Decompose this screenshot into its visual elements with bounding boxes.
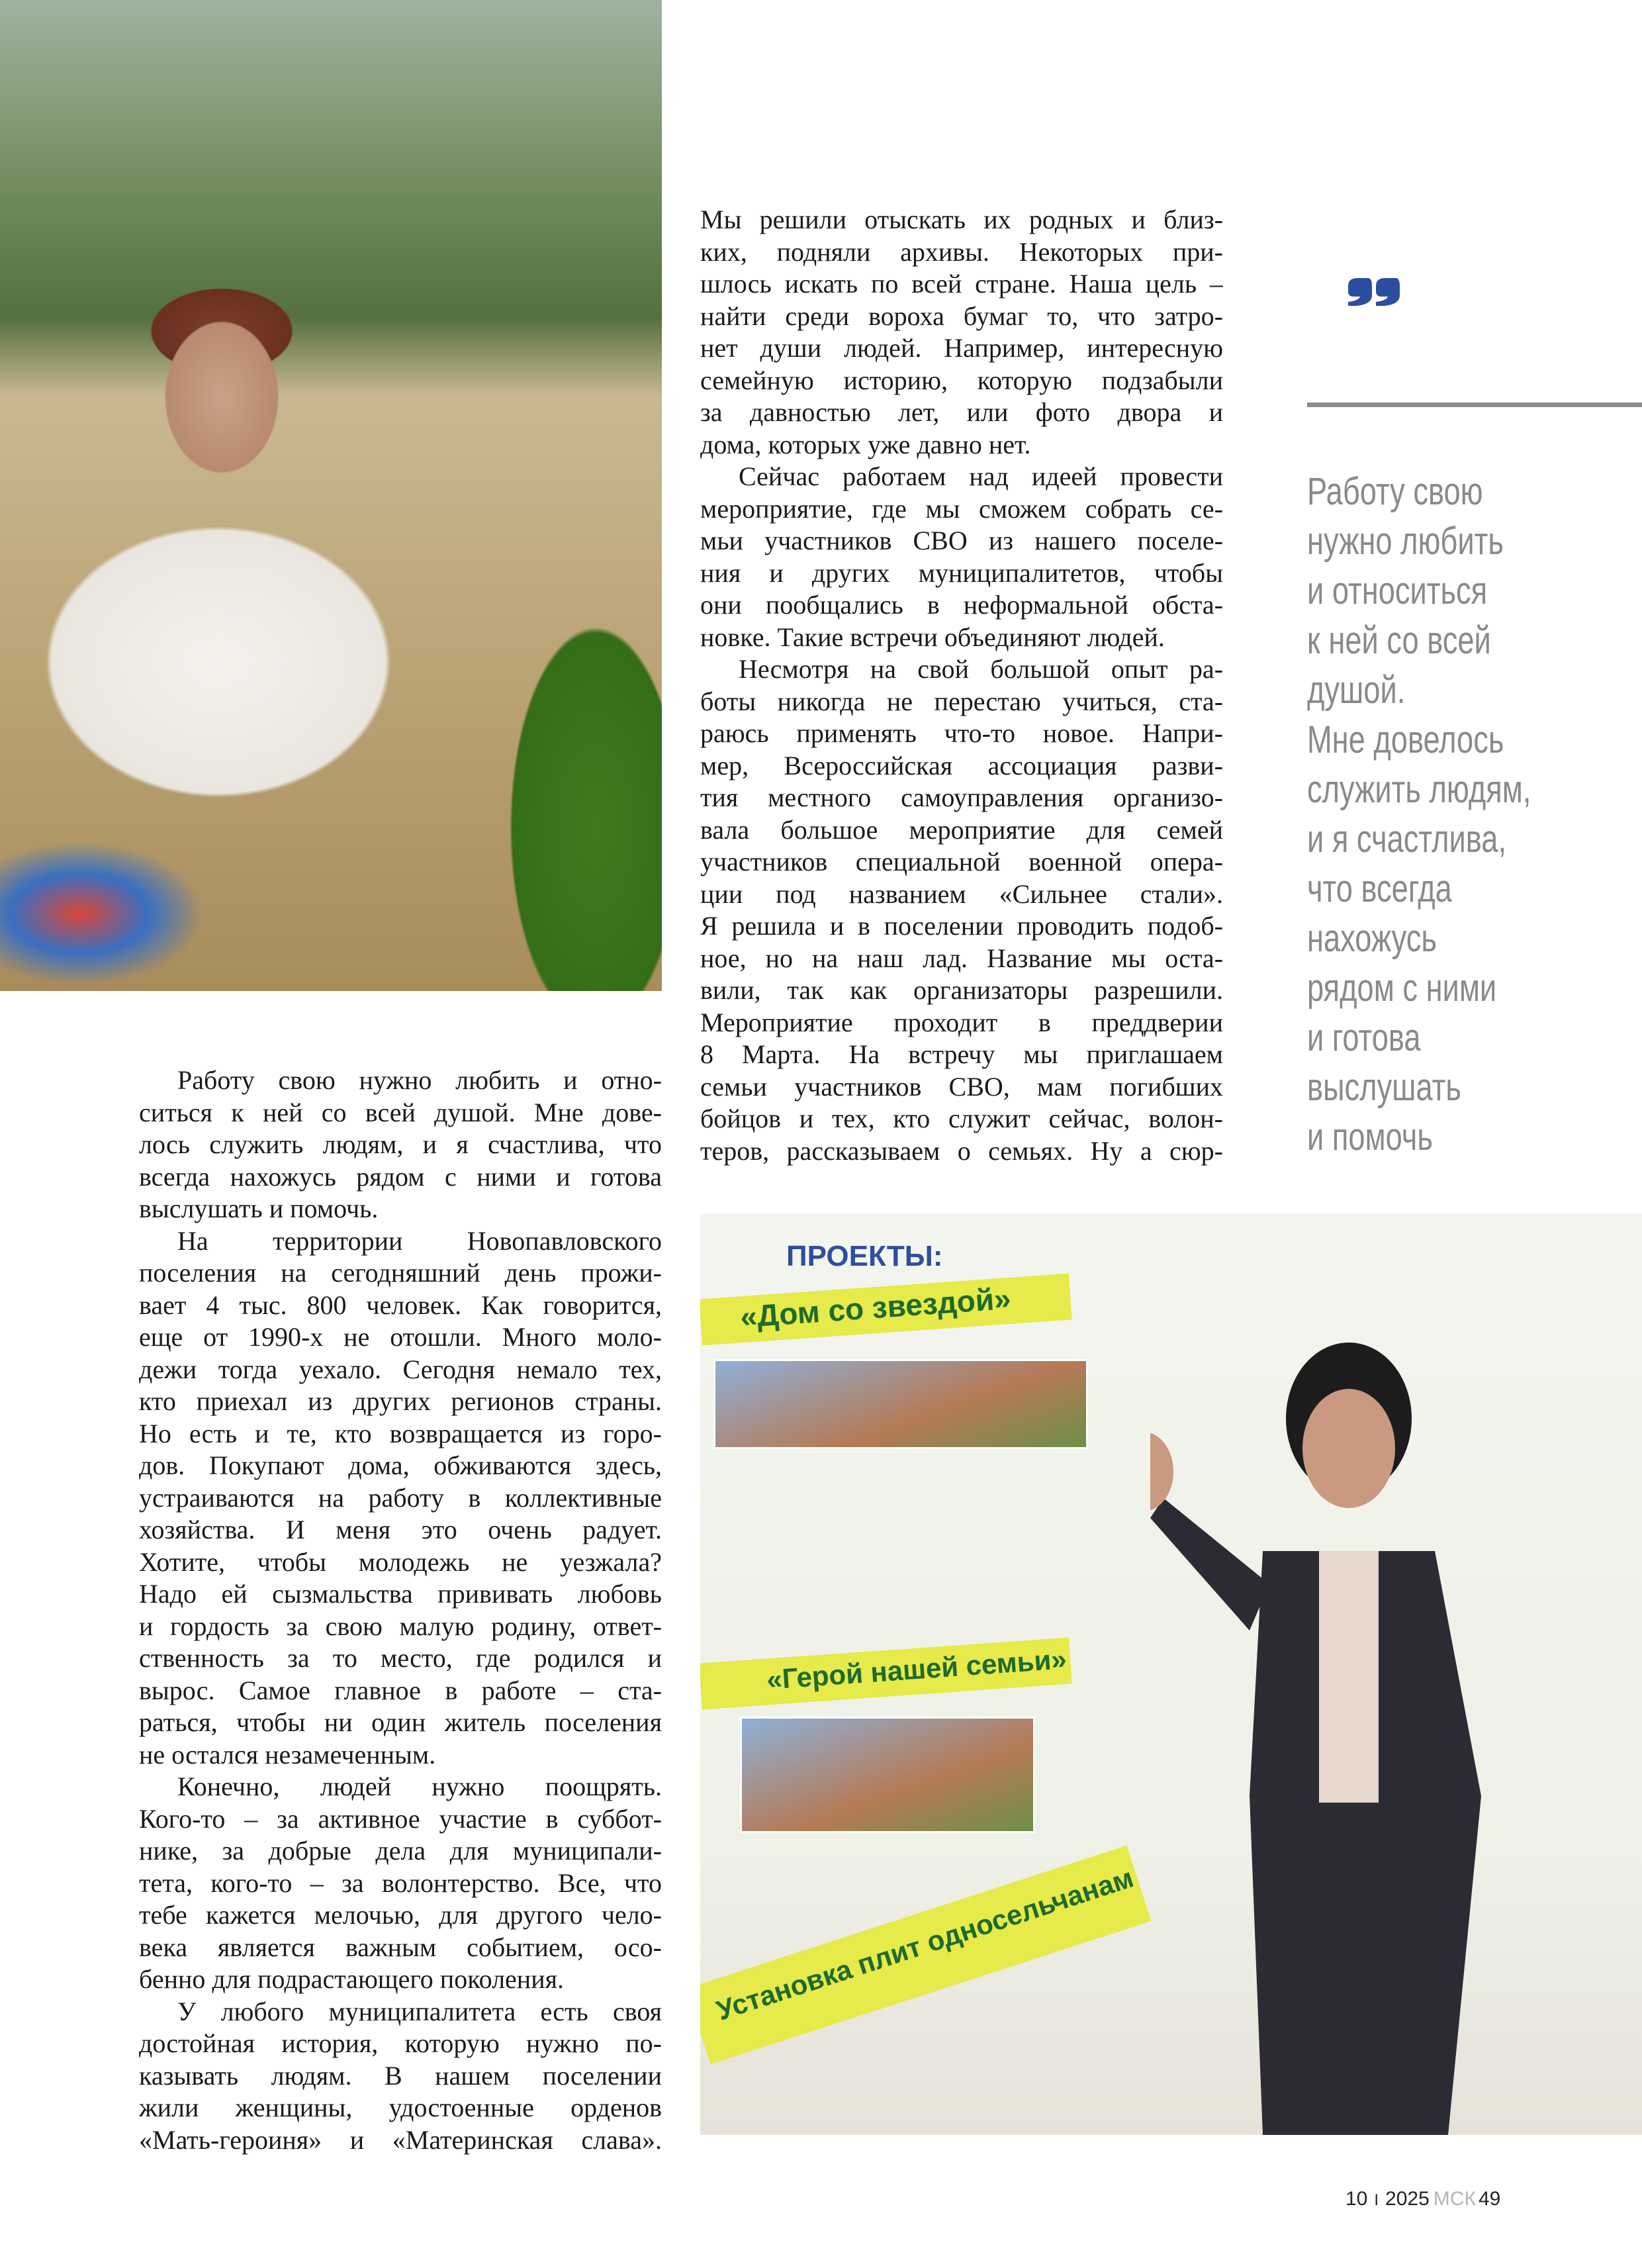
text-line: ное, но на наш лад. Название мы оста- [700,943,1223,973]
text-line: Мы решили отыскать их родных и близ- [700,205,1223,234]
text-line: найти среди вороха бумаг то, что затро- [700,301,1223,331]
magazine-name: МСК [1433,2188,1476,2210]
banner-project-3: Установка плит односельчанам [712,1862,1138,2026]
text-line: и гордость за свою малую родину, ответ- [139,1611,662,1641]
pull-quote-line: и я счастлива, [1307,818,1507,861]
text-line: лось служить людям, и я счастлива, что [139,1129,662,1159]
woman-in-suit [1150,1333,1494,2135]
footer-separator: I [1374,2191,1379,2209]
article-column-middle [700,204,1223,1167]
pull-quote-line: рядом с ними [1307,967,1497,1010]
pull-quote-line: и помочь [1307,1115,1433,1158]
text-line: жили женщины, удостоенные орденов [139,2093,662,2122]
text-line: кто приехал из других регионов страны. [139,1386,662,1416]
text-line: вили, так как организаторы разрешили. [700,975,1223,1005]
text-line: вырос. Самое главное в работе – ста- [139,1675,662,1705]
text-line: Хотите, чтобы молодежь не уезжала? [139,1546,662,1577]
text-line: они пообщались в неформальной обста- [700,590,1223,620]
text-line: вает 4 тыс. 800 человек. Как говорится, [139,1290,662,1320]
text-line: бойцов и тех, кто служит сейчас, волон- [700,1104,1223,1133]
text-line: устраиваются на работу в коллективные [139,1482,662,1513]
closing-quote-icon [1347,278,1400,351]
text-line: мер, Всероссийская ассоциация разви- [700,750,1223,780]
text-line: тета, кого-то – за волонтерство. Все, что [139,1867,662,1898]
text-line: Мероприятие проходит в преддверии [700,1007,1223,1037]
text-line: нике, за добрые дела для муниципали- [139,1836,662,1866]
text-line: еще от 1990-х не отошли. Много моло- [139,1322,662,1352]
text-line: семьи участников СВО, мам погибших [700,1071,1223,1102]
pull-quote-line: и относиться [1307,569,1488,612]
paragraph [700,204,1223,461]
text-line: тия местного самоуправления организо- [700,782,1223,812]
article-column-left [139,1064,662,2156]
pull-quote-line: душой. [1307,669,1406,712]
text-line: казывать людям. В нашем поселении [139,2060,662,2091]
text-line: Конечно, людей нужно поощрять. [177,1772,662,1801]
text-line: раюсь применять что-то новое. Напри- [700,718,1223,748]
text-line: бенно для подрастающего поколения. [139,1964,564,1994]
text-line: Работу свою нужно любить и отно- [177,1065,662,1095]
text-line: поселения на сегодняшний день прожи- [139,1258,662,1288]
pull-quote-line: выслушать [1307,1066,1461,1109]
banner-project-2: «Герой нашей семьи» [765,1643,1068,1695]
banner-photo-strip [713,1359,1088,1449]
text-line: всегда нахожусь рядом с ними и готова [139,1161,662,1192]
text-line: дома, которых уже давно нет. [700,429,1031,459]
text-line: вала большое мероприятие для семей [700,814,1223,845]
paragraph [700,461,1223,653]
text-line: новке. Такие встречи объединяют людей. [700,622,1165,652]
issue-number: 10 [1346,2188,1368,2210]
text-line: ния и других муниципалитетов, чтобы [700,557,1223,588]
page-number: 49 [1478,2188,1501,2210]
paragraph [700,653,1223,1167]
text-line: хозяйства. И меня это очень радует. [139,1515,662,1544]
pull-quote-line: нужно любить [1307,520,1504,563]
text-line: достойная история, которую нужно по- [139,2028,662,2058]
pull-quote-line: и готова [1307,1016,1421,1059]
text-line: ситься к ней со всей душой. Мне дове- [139,1097,662,1127]
text-line: мьи участников СВО из нашего поселе- [700,526,1223,555]
text-line: не остался незамеченным. [139,1739,436,1770]
text-line: Но есть и те, кто возвращается из горо- [139,1418,662,1448]
paragraph [139,1225,662,1772]
pull-quote-line: Работу свою [1307,470,1483,513]
text-line: семейную историю, которую подзабыли [700,365,1223,395]
text-line: тебе кажется мелочью, для другого чело- [139,1900,662,1930]
text-line: нет души людей. Например, интересную [700,333,1223,363]
text-line: Надо ей сызмальства прививать любовь [139,1579,662,1609]
text-line: шлось искать по всей стране. Наша цель – [700,269,1223,299]
page-footer [1346,2188,1500,2210]
text-line: дов. Покупают дома, обживаются здесь, [139,1450,662,1480]
text-line: раться, чтобы ни один житель поселения [139,1707,662,1737]
text-line: дежи тогда уехало. Сегодня немало тех, [139,1354,662,1384]
paragraph [139,1771,662,1996]
paragraph [139,1996,662,2157]
banner-heading: ПРОЕКТЫ: [786,1240,943,1272]
banner-project-1: «Дом со звездой» [739,1280,1013,1335]
text-line: «Мать-героиня» и «Материнская слава». [139,2124,662,2155]
pull-quote-divider [1307,402,1642,407]
pull-quote-line: служить людям, [1307,768,1531,811]
text-line: Кого-то – за активное участие в суббот- [139,1803,662,1834]
text-line: века является важным событием, осо- [139,1932,662,1962]
text-line: Несмотря на свой большой опыт ра- [739,654,1223,684]
text-line: выслушать и помочь. [139,1194,379,1223]
text-line: теров, рассказываем о семьях. Ну а сюр- [700,1135,1223,1166]
pull-quote-line: Мне довелось [1307,718,1504,761]
text-line: Я решила и в поселении проводить подоб- [700,911,1223,941]
text-line: Сейчас работаем над идеей провести [739,461,1223,491]
text-line: ции под названием «Сильнее стали». [700,878,1223,909]
text-line: боты никогда не перестаю учиться, ста- [700,686,1223,716]
photo-woman-presenting-banner [700,1213,1642,2135]
text-line: ственность за то место, где родился и [139,1643,662,1673]
text-line: мероприятие, где мы сможем собрать се- [700,493,1223,524]
pull-quote [1307,467,1594,1162]
pull-quote-line: к ней со всей [1307,619,1491,662]
text-line: за давностью лет, или фото двора и [700,397,1223,427]
pull-quote-line: что всегда [1307,867,1452,910]
text-line: участников специальной военной опера- [700,847,1223,876]
banner-photo-strip [740,1717,1035,1833]
photo-woman-knitting [0,0,662,991]
text-line: 8 Марта. На встречу мы приглашаем [700,1039,1223,1069]
paragraph [139,1064,662,1225]
text-line: На территории Новопавловского [177,1225,662,1256]
pull-quote-line: нахожусь [1307,917,1437,960]
issue-year: 2025 [1385,2188,1430,2210]
text-line: У любого муниципалитета есть своя [177,1996,662,2026]
text-line: ких, подняли архивы. Некоторых при- [700,236,1223,267]
